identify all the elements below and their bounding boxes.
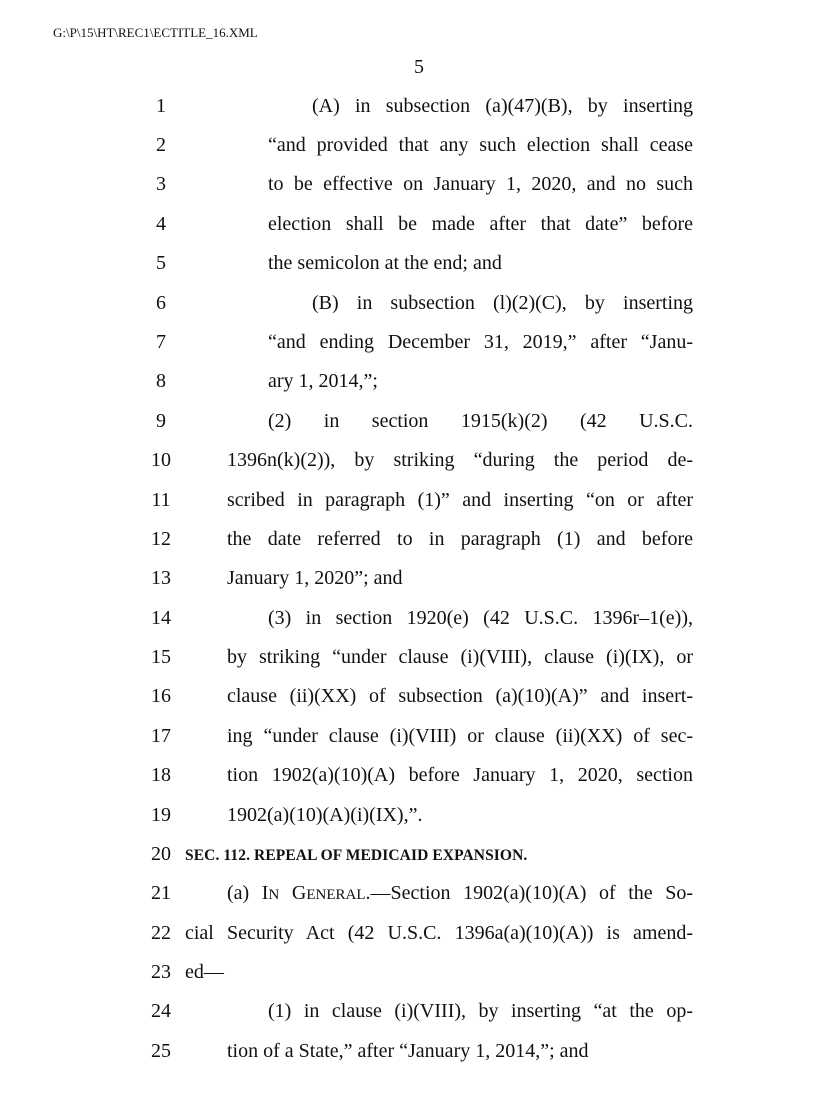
line-number: 18 <box>151 764 171 786</box>
line-number: 14 <box>151 607 171 629</box>
line-text: (3) in section 1920(e) (42 U.S.C. 1396r–1(e)), <box>268 607 693 629</box>
line-text: by striking “under clause (i)(VIII), clause (i)(IX), or <box>227 646 693 668</box>
line-number: 1 <box>156 95 166 117</box>
line-text: scribed in paragraph (1)” and inserting “on or after <box>227 489 693 511</box>
line-number: 13 <box>151 567 171 589</box>
file-path: G:\P\15\HT\REC1\ECTITLE_16.XML <box>53 25 258 40</box>
line-number: 17 <box>151 725 171 747</box>
line-number: 20 <box>151 843 171 865</box>
line-text <box>227 881 693 907</box>
section-heading: SEC. 112. REPEAL OF MEDICAID EXPANSION. <box>185 847 528 864</box>
line-text: 1396n(k)(2)), by striking “during the period de- <box>227 449 693 471</box>
smallcaps-rest: ENERAL <box>306 887 366 903</box>
smallcaps-initial: I <box>261 882 269 904</box>
line-number: 15 <box>151 646 171 668</box>
line-number: 8 <box>156 370 166 392</box>
line-number: 3 <box>156 173 166 195</box>
line-text: election shall be made after that date” before <box>268 213 693 235</box>
line-text: to be effective on January 1, 2020, and no such <box>268 173 693 195</box>
line-number: 19 <box>151 804 171 826</box>
line-number: 2 <box>156 134 166 156</box>
line-text: cial Security Act (42 U.S.C. 1396a(a)(10)(A)) is amend- <box>185 922 693 944</box>
line-text: (B) in subsection (l)(2)(C), by inserting <box>312 292 693 314</box>
line-text: the date referred to in paragraph (1) and before <box>227 528 693 550</box>
line-number: 16 <box>151 685 171 707</box>
line-text: “and ending December 31, 2019,” after “Janu- <box>268 331 693 353</box>
line-text: the semicolon at the end; and <box>268 252 502 274</box>
line-text: (1) in clause (i)(VIII), by inserting “at the op- <box>268 1000 693 1022</box>
line-number: 11 <box>151 489 171 511</box>
line-number: 9 <box>156 410 166 432</box>
subsection-body: .—Section 1902(a)(10)(A) of the So- <box>365 882 693 904</box>
line-text: tion 1902(a)(10)(A) before January 1, 2020, section <box>227 764 693 786</box>
line-number: 22 <box>151 922 171 944</box>
line-text: January 1, 2020”; and <box>227 567 403 589</box>
line-number: 25 <box>151 1040 171 1062</box>
line-text: ary 1, 2014,”; <box>268 370 378 392</box>
line-text: (2) in section 1915(k)(2) (42 U.S.C. <box>268 410 693 432</box>
line-text: ing “under clause (i)(VIII) or clause (ii)(XX) of sec- <box>227 725 693 747</box>
smallcaps-rest: N <box>268 887 280 903</box>
line-number: 7 <box>156 331 166 353</box>
line-number: 21 <box>151 882 171 904</box>
line-number: 12 <box>151 528 171 550</box>
line-text: clause (ii)(XX) of subsection (a)(10)(A)” and insert- <box>227 685 693 707</box>
line-text: tion of a State,” after “January 1, 2014,”; and <box>227 1040 589 1062</box>
line-number: 5 <box>156 252 166 274</box>
line-text: ed— <box>185 961 224 983</box>
page-number: 5 <box>414 56 424 78</box>
line-number: 23 <box>151 961 171 983</box>
smallcaps-initial: G <box>291 882 307 904</box>
line-number: 24 <box>151 1000 171 1022</box>
line-number: 4 <box>156 213 166 235</box>
smallcaps-space <box>279 882 292 904</box>
line-number: 10 <box>151 449 171 471</box>
line-text: “and provided that any such election shall cease <box>268 134 693 156</box>
line-number: 6 <box>156 292 166 314</box>
line-text: (A) in subsection (a)(47)(B), by inserting <box>312 95 693 117</box>
line-text: 1902(a)(10)(A)(i)(IX),”. <box>227 804 423 826</box>
subsection-label: (a) <box>227 882 262 904</box>
